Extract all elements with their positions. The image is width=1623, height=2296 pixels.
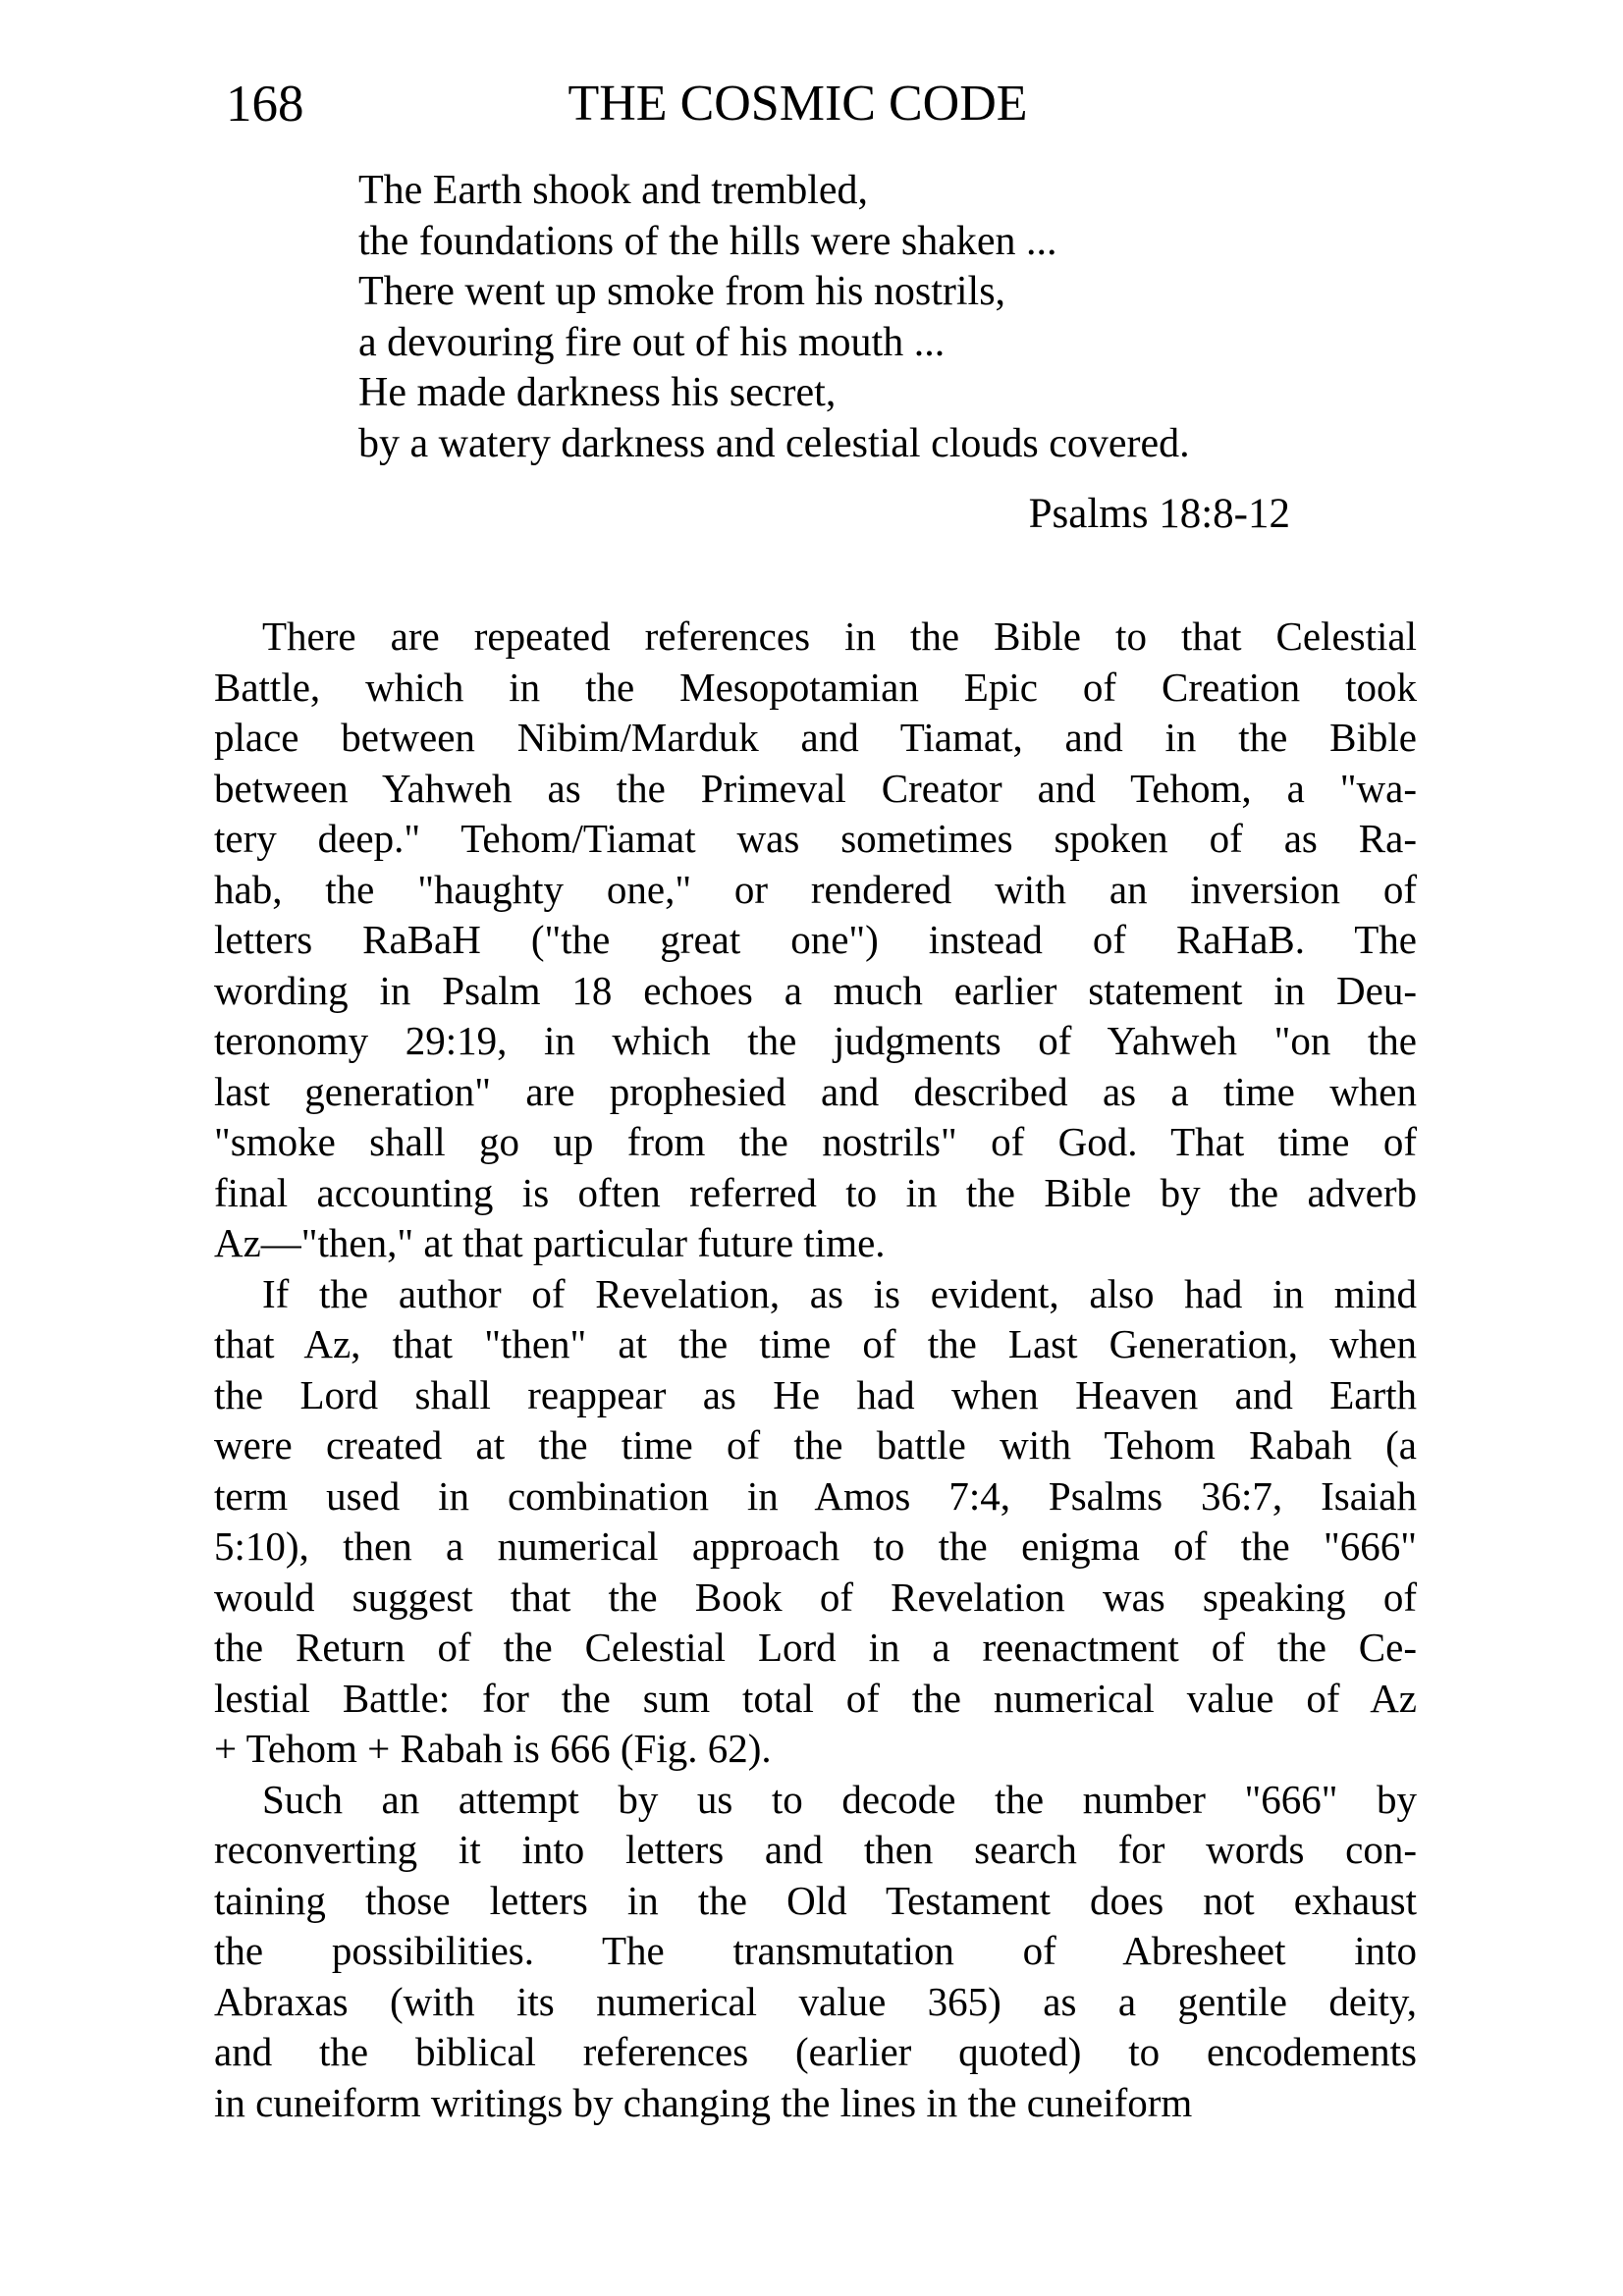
quote-line: a devouring fire out of his mouth ... [358,319,946,365]
text-line: hab, the "haughty one," or rendered with an inversion of [214,866,1417,912]
text-line: teronomy 29:19, in which the judgments of Yahweh "on the [214,1018,1417,1063]
quote-attribution: Psalms 18:8-12 [1028,491,1290,537]
text-line: 5:10), then a numerical approach to the enigma of the "666" [214,1523,1417,1569]
text-line: Az—"then," at that particular future time. [214,1220,886,1265]
paragraph [214,1269,1417,1775]
body-text [214,612,1417,2128]
text-line: lestial Battle: for the sum total of the numerical value of Az [214,1675,1417,1721]
text-line: place between Nibim/Marduk and Tiamat, and in the Bible [214,715,1417,760]
text-line: letters RaBaH ("the great one") instead of RaHaB. The [214,917,1417,962]
text-line: between Yahweh as the Primeval Creator and Tehom, a "wa- [214,765,1417,811]
text-line: and the biblical references (earlier quoted) to encodements [214,2029,1417,2074]
text-line: the Lord shall reappear as He had when Heaven and Earth [214,1371,1417,1417]
running-header-title: THE COSMIC CODE [568,76,1028,132]
text-line: the Return of the Celestial Lord in a reenactment of the Ce- [214,1625,1417,1670]
scripture-quote [358,166,1419,469]
paragraph [214,612,1417,1269]
text-line: Battle, which in the Mesopotamian Epic of Creation took [214,664,1417,710]
quote-line: There went up smoke from his nostrils, [358,269,1006,314]
text-line: the possibilities. The transmutation of Abresheet into [214,1928,1417,1973]
text-line: Such an attempt by us to decode the number "666" by [262,1776,1417,1822]
quote-line: He made darkness his secret, [358,370,837,415]
text-line: that Az, that "then" at the time of the Last Generation, when [214,1321,1417,1366]
text-line: were created at the time of the battle with Tehom Rabah (a [214,1422,1417,1468]
text-line: wording in Psalm 18 echoes a much earlier statement in Deu- [214,967,1417,1013]
text-line: Abraxas (with its numerical value 365) as a gentile deity, [214,1978,1417,2024]
text-line: + Tehom + Rabah is 666 (Fig. 62). [214,1726,772,1771]
text-line: last generation" are prophesied and described as a time when [214,1068,1417,1114]
text-line: in cuneiform writings by changing the lines in the cuneiform [214,2079,1193,2125]
text-line: reconverting it into letters and then search for words con- [214,1827,1417,1872]
quote-line: the foundations of the hills were shaken ... [358,218,1057,264]
text-line: "smoke shall go up from the nostrils" of God. That time of [214,1119,1417,1164]
text-line: If the author of Revelation, as is evident, also had in mind [262,1270,1417,1316]
text-line: would suggest that the Book of Revelation was speaking of [214,1574,1417,1620]
text-line: There are repeated references in the Bible to that Celestial [262,614,1417,659]
quote-line: The Earth shook and trembled, [358,168,869,213]
quote-line: by a watery darkness and celestial clouds covered. [358,420,1190,466]
text-line: term used in combination in Amos 7:4, Psalms 36:7, Isaiah [214,1472,1417,1519]
text-line: final accounting is often referred to in the Bible by the adverb [214,1169,1417,1215]
text-line: taining those letters in the Old Testament does not exhaust [214,1877,1417,1923]
paragraph [214,1775,1417,2129]
text-line: tery deep." Tehom/Tiamat was sometimes spoken of as Ra- [214,816,1417,861]
page-number: 168 [226,76,304,133]
